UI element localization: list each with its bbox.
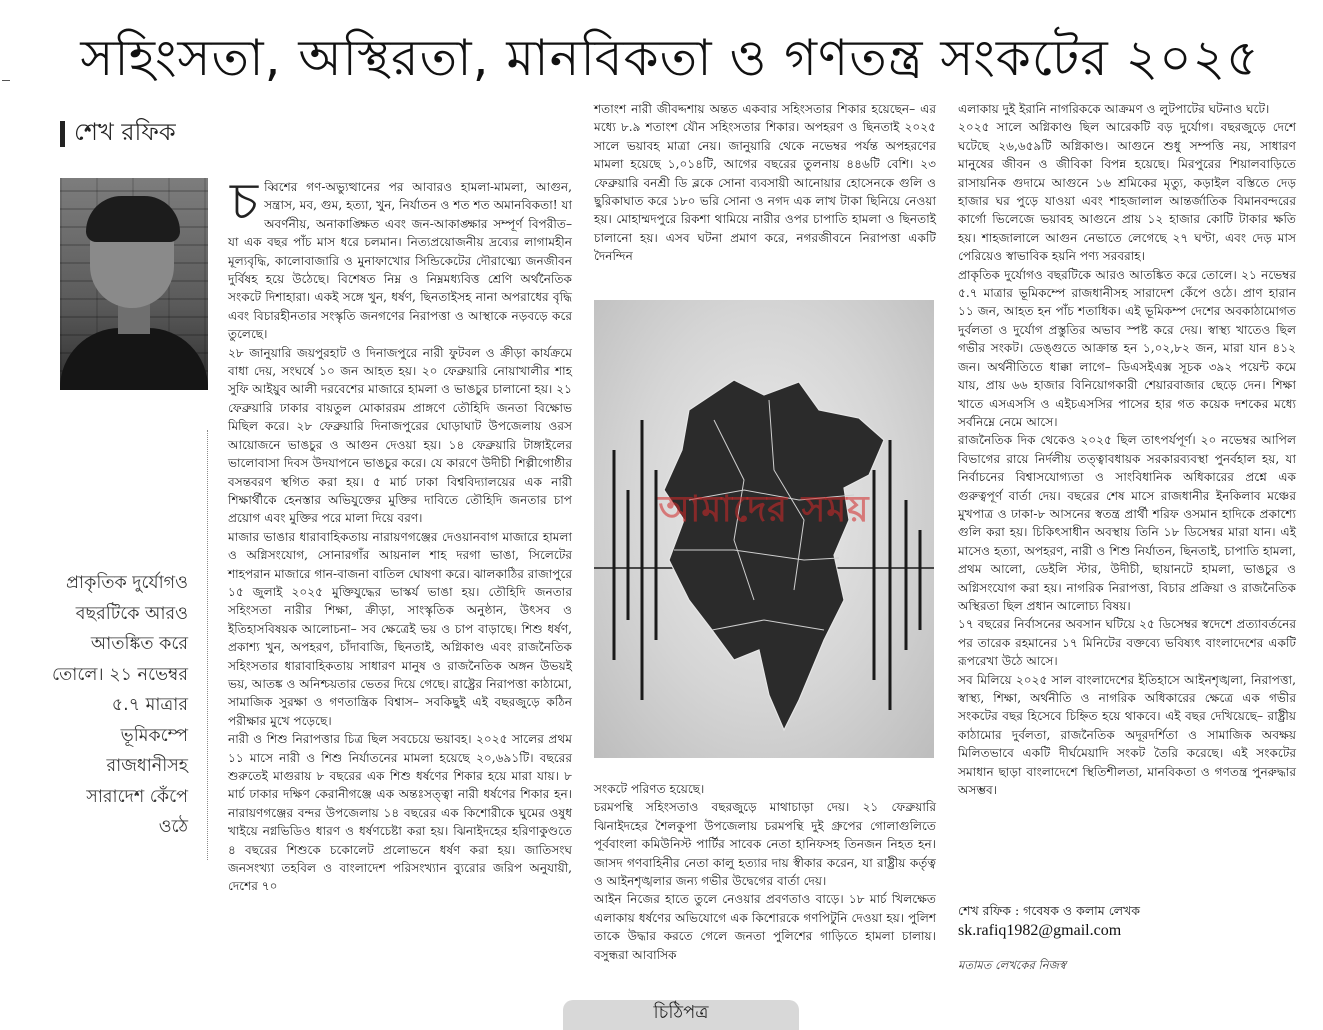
earthquake-map-image [594,300,934,758]
drop-cap: চ [230,172,259,232]
bangladesh-map [664,380,884,730]
byline: শেখ রফিক [74,118,176,146]
author-hair [86,196,180,242]
author-photo [60,178,208,390]
opinion-disclaimer: মতামত লেখকের নিজস্ব [958,958,1066,972]
article-paragraph: রাজনৈতিক দিক থেকেও ২০২৫ ছিল তাৎপর্যপূর্ণ। ২০ নভেম্বর আপিল বিভাগের রায়ে নির্দলীয় তত্ত্বাবধায়ক সরকারব্যবস্থা পুনর্বহাল হয়, যা নির্বাচনের বিশ্বাসযোগ্যতা ও সাংবিধানিক অধিকারের প্রশ্নে এক গুরুত্বপূর্ণ বার্তা দেয়। বছরের শেষ মাসে রাজধানীর ইনকিলাব মঞ্চের মুখপাত্র ও ঢাকা-৮ আসনের স্বতন্ত্র প্রার্থী শরিফ ওসমান হাদিকে প্রকাশ্যে গুলি করা হয়। চিকিৎসাধীন অবস্থায় তিনি ১৮ ডিসেম্বর মারা যান। এই মাসেও হত্যা, অপহরণ, নারী ও শিশু নির্যাতন, ছিনতাই, চাপাতি হামলা, প্রথম আলো, ডেইলি স্টার, উদীচী, ছায়ানটে হামলা, ভাঙচুর ও অগ্নিসংযোগ করা হয়। নাগরিক নিরাপত্তা, বিচার প্রক্রিয়া ও রাজনৈতিক অস্থিরতা ছিল প্রধান আলোচ্য বিষয়। [958,433,1296,613]
author-email[interactable]: sk.rafiq1982@gmail.com [958,922,1122,939]
author-note: শেখ রফিক : গবেষক ও কলাম লেখক [958,903,1141,918]
paragraph-text: ব্বিশের গণ-অভ্যুত্থানের পর আবারও হামলা-মামলা, আগুন, সন্ত্রাস, মব, গুম, হত্যা, খুন, নির্যাতন ও শত শত অমানবিকতা! যা অবর্ণনীয়, অনাকাঙ্ক্ষিত এবং জন-আকাঙ্ক্ষার সম্পূর্ণ বিপরীত– যা এক বছর পাঁচ মাস ধরে চলমান। নিত্যপ্রয়োজনীয় দ্রব্যের লাগামহীন মূল্যবৃদ্ধি, কালোবাজারি ও মুনাফাখোর সিন্ডিকেটের দৌরাত্ম্যে জনজীবন দুর্বিষহ হয়ে উঠেছে। বিশেষত নিম্ন ও নিম্নমধ্যবিত্ত শ্রেণি অর্থনৈতিক সংকটে দিশাহারা। একই সঙ্গে খুন, ধর্ষণ, ছিনতাইসহ নানা অপরাধের বৃদ্ধি এবং বিচারহীনতার সংস্কৃতি জনগণের নিরাপত্তা ও আস্থাকে নড়বড়ে করে তুলেছে। [228,180,572,342]
article-paragraph: ২৮ জানুয়ারি জয়পুরহাট ও দিনাজপুরে নারী ফুটবল ও ক্রীড়া কার্যক্রমে বাধা দেয়, সংঘর্ষে ১০ জন আহত হয়। ২০ ফেব্রুয়ারি নোয়াখালীর শাহ সুফি আইয়ুব আলী দরবেশের মাজারে হামলা ও ভাঙচুর চালানো হয়। ২১ ফেব্রুয়ারি ঢাকার বায়তুল মোকাররম প্রাঙ্গণে তৌহিদি জনতা বিক্ষোভ মিছিল করে। ২৮ ফেব্রুয়ারি দিনাজপুরের ঘোড়াঘাট উপজেলায় ওরস আয়োজনে ভাঙচুর ও আগুন দেওয়া হয়। ১৪ ফেব্রুয়ারি টাঙ্গাইলের ভালোবাসা দিবস উদযাপনে ভাঙচুর করে। যে কারণে উদীচী শিল্পীগোষ্ঠীর বসন্তবরণ স্থগিত করা হয়। ৫ মার্চ ঢাকা বিশ্ববিদ্যালয়ের এক নারী শিক্ষার্থীকে হেনস্তার অভিযুক্তের মুক্তির দাবিতে তৌহিদি জনতার চাপ প্রয়োগ এবং মুক্তির পরে মালা দিয়ে বরণ। [228,345,572,526]
article-paragraph: চরমপন্থি সহিংসতাও বছরজুড়ে মাথাচাড়া দেয়। ২১ ফেব্রুয়ারি ঝিনাইদহের শৈলকুপা উপজেলায় চরমপন্থি দুই গ্রুপের গোলাগুলিতে পূর্ববাংলা কমিউনিস্ট পার্টির সাবেক নেতা হানিফসহ তিনজন নিহত হন। জাসদ গণবাহিনীর নেতা কালু হত্যার দায় স্বীকার করেন, যা রাষ্ট্রীয় কর্তৃত্ব ও আইনশৃঙ্খলার জন্য গভীর উদ্বেগের বার্তা দেয়। [594,800,936,889]
page-tick [2,80,10,81]
article-paragraph: সব মিলিয়ে ২০২৫ সাল বাংলাদেশের ইতিহাসে আইনশৃঙ্খলা, নিরাপত্তা, স্বাস্থ্য, শিক্ষা, অর্থনীতি ও নাগরিক অধিকারের ক্ষেত্রে এক গভীর সংকটের বছর হিসেবে চিহ্নিত হয়ে থাকবে। এই বছর দেখিয়েছে– রাষ্ট্রীয় কাঠামোর দুর্বলতা, রাজনৈতিক অদূরদর্শিতা ও সামাজিক অবক্ষয় মিলিতভাবে একটি দীর্ঘমেয়াদি সংকট তৈরি করেছে। এই সংকটের সমাধান ছাড়া বাংলাদেশে স্থিতিশীলতা, মানবিকতা ও গণতন্ত্র পুনরুদ্ধার অসম্ভব। [958,672,1296,798]
article-column-1 [228,172,572,896]
article-column-2-bottom [594,780,936,964]
article-paragraph: মাজার ভাঙার ধারাবাহিকতায় নারায়ণগঞ্জের দেওয়ানবাগ মাজারে হামলা ও অগ্নিসংযোগ, সোনারগাঁর আয়নাল শাহ দরগা ভাঙা, সিলেটের শাহপরান মাজারে গান-বাজনা বাতিল ঘোষণা করে। ঝালকাঠির রাজাপুরে ১৫ জুলাই ২০২৫ মুক্তিযুদ্ধের ভাস্কর্য ভাঙা হয়। তৌহিদি জনতার সহিংসতা নারীর শিক্ষা, ক্রীড়া, সাংস্কৃতিক অনুষ্ঠান, উৎসব ও ইতিহাসবিষয়ক আলোচনা– সব ক্ষেত্রেই ভয় ও চাপ বাড়াছে। শিশু ধর্ষণ, প্রকাশ্য খুন, অপহরণ, চাঁদাবাজি, ছিনতাই, অগ্নিকাণ্ড এবং রাজনৈতিক সহিংসতার ধারাবাহিকতায় সাধারণ মানুষ ও রাজনৈতিক অঙ্গন উভয়ই ভয়, আতঙ্ক ও অনিশ্চয়তার ভেতর দিয়ে গেছে। রাষ্ট্রের নিরাপত্তা কাঠামো, সামাজিক সুরক্ষা ও গণতান্ত্রিক বিশ্বাস– সবকিছুই এই বছরজুড়ে কঠিন পরীক্ষার মুখে পড়েছে। [228,529,572,728]
byline-bar [60,121,65,147]
pull-quote: প্রাকৃতিক দুর্যোগও বছরটিকে আরও আতঙ্কিত করে তোলে। ২১ নভেম্বর ৫.৭ মাত্রার ভূমিকম্পে রাজধানীসহ সারাদেশ কেঁপে ওঠে [52,573,188,837]
article-paragraph: ১৭ বছরের নির্বাসনের অবসান ঘটিয়ে ২৫ ডিসেম্বর স্বদেশে প্রত্যাবর্তনের পর তারেক রহমানের ১৭ মিনিটের বক্তব্যে ভবিষ্যৎ বাংলাদেশের একটি রূপরেখা উঠে আসে। [958,617,1296,669]
article-paragraph: ২০২৫ সালে অগ্নিকাণ্ড ছিল আরেকটি বড় দুর্যোগ। বছরজুড়ে দেশে ঘটেছে ২৬,৬৫৯টি অগ্নিকাণ্ড। আগুনে শুধু সম্পত্তি নয়, সাধারণ মানুষের জীবন ও জীবিকা বিপন্ন হয়েছে। মিরপুরের শিয়ালবাড়িতে রাসায়নিক গুদামে আগুনে ১৬ শ্রমিকের মৃত্যু, কড়াইল বস্তিতে দেড় হাজার ঘর পুড়ে যাওয়া এবং শাহজালাল আন্তর্জাতিক বিমানবন্দরের কার্গো ভিলেজে ভয়াবহ আগুনে প্রায় ১২ হাজার কোটি টাকার ক্ষতি হয়। শাহজালালে আগুন নেভাতে লেগেছে ২৭ ঘণ্টা, এবং দেড় মাস পেরিয়েও স্বাভাবিক হয়নি পণ্য সরবরাহ। [958,120,1296,264]
article-column-2-top [594,100,936,266]
article-paragraph: সংকটে পরিণত হয়েছে। [594,782,705,796]
article-paragraph: এলাকায় দুই ইরানি নাগরিককে আক্রমণ ও লুটপাটের ঘটনাও ঘটে। [958,102,1270,116]
article-paragraph: নারী ও শিশু নিরাপত্তার চিত্র ছিল সবচেয়ে ভয়াবহ। ২০২৫ সালের প্রথম ১১ মাসে নারী ও শিশু নির্যাতনের মামলা হয়েছে ২০,৬৯১টি। বছরের শুরুতেই মাগুরায় ৮ বছরের এক শিশু ধর্ষণের শিকার হয়ে মারা যায়। ৮ মার্চ ঢাকার দক্ষিণ কেরানীগঞ্জে এক অন্তঃসত্ত্বা নারী ধর্ষণের শিকার হন। নারায়ণগঞ্জের বন্দর উপজেলায় ১৪ বছরের এক কিশোরীকে ঘুমের ওষুধ খাইয়ে নগ্নভিডিও ধারণ ও ধর্ষণচেষ্টা করা হয়। ঝিনাইদহের হরিণাকুণ্ডতে ৪ বছরের শিশুকে চকোলেট প্রলোভনে ধর্ষণ করা হয়। জাতিসংঘ জনসংখ্যা তহবিল ও বাংলাদেশ পরিসংখ্যান ব্যুরোর জরিপ অনুযায়ী, দেশের ৭০ [228,732,572,894]
section-tab-letters[interactable]: চিঠিপত্র [563,1000,799,1030]
article-paragraph: শতাংশ নারী জীবদ্দশায় অন্তত একবার সহিংসতার শিকার হয়েছেন– এর মধ্যে ৮.৯ শতাংশ যৌন সহিংসতার শিকার। অপহরণ ও ছিনতাই ২০২৫ সালে ভয়াবহ মাত্রা নেয়। জানুয়ারি থেকে নভেম্বর পর্যন্ত অপহরণের মামলা হয়েছে ১,০১৪টি, আগের বছরের তুলনায় ৪৪৬টি বেশি। ২৩ ফেব্রুয়ারি বনশ্রী ডি ব্লকে সোনা ব্যবসায়ী আনোয়ার হোসেনকে গুলি ও ছুরিকাঘাত করে ১৮০ ভরি সোনা ও নগদ এক লাখ টাকা ছিনিয়ে নেওয়া হয়। মোহাম্মদপুরে রিকশা থামিয়ে নারীর ওপর চাপাতি হামলা ও ছিনতাই চালানো হয়। এসব ঘটনা প্রমাণ করে, নগরজীবনে নিরাপত্তা একটি দৈনন্দিন [594,102,936,264]
article-column-3 [958,100,1296,799]
article-paragraph [228,172,572,344]
article-paragraph: আইন নিজের হাতে তুলে নেওয়ার প্রবণতাও বাড়ে। ১৮ মার্চ খিলক্ষেত এলাকায় ধর্ষণের অভিযোগে এক কিশোরকে গণপিটুনি দেওয়া হয়। পুলিশ তাকে উদ্ধার করতে গেলে জনতা পুলিশের গাড়িতে হামলা চালায়। বসুন্ধরা আবাসিক [594,892,936,962]
article-paragraph: প্রাকৃতিক দুর্যোগও বছরটিকে আরও আতঙ্কিত করে তোলে। ২১ নভেম্বর ৫.৭ মাত্রার ভূমিকম্পে রাজধানীসহ সারাদেশ কেঁপে ওঠে। প্রাণ হারান ১১ জন, আহত হন পাঁচ শতাধিক। এই ভূমিকম্প দেশের অবকাঠামোগত দুর্বলতা ও দুর্যোগ প্রস্তুতির অভাব স্পষ্ট করে দেয়। স্বাস্থ্য খাতেও ছিল গভীর সংকট। ডেঙ্গুতে আক্রান্ত হন ১,০২,৮২ জন, মারা যান ৪১২ জন। অর্থনীতিতে ধাক্কা লাগে– ডিএসইএক্স সূচক ৩৯২ পয়েন্ট কমে যায়, প্রায় ৬৬ হাজার বিনিয়োগকারী শেয়ারবাজার ছেড়ে দেন। শিক্ষা খাতে এসএসসি ও এইচএসসির পাসের হার গত কয়েক দশকের মধ্যে সর্বনিম্নে নেমে আসে। [958,267,1296,429]
watermark: আমাদের সময় [658,489,870,530]
headline: সহিংসতা, অস্থিরতা, মানবিকতা ও গণতন্ত্র সংকটের ২০২৫ [80,29,1260,87]
column-divider [207,430,208,860]
